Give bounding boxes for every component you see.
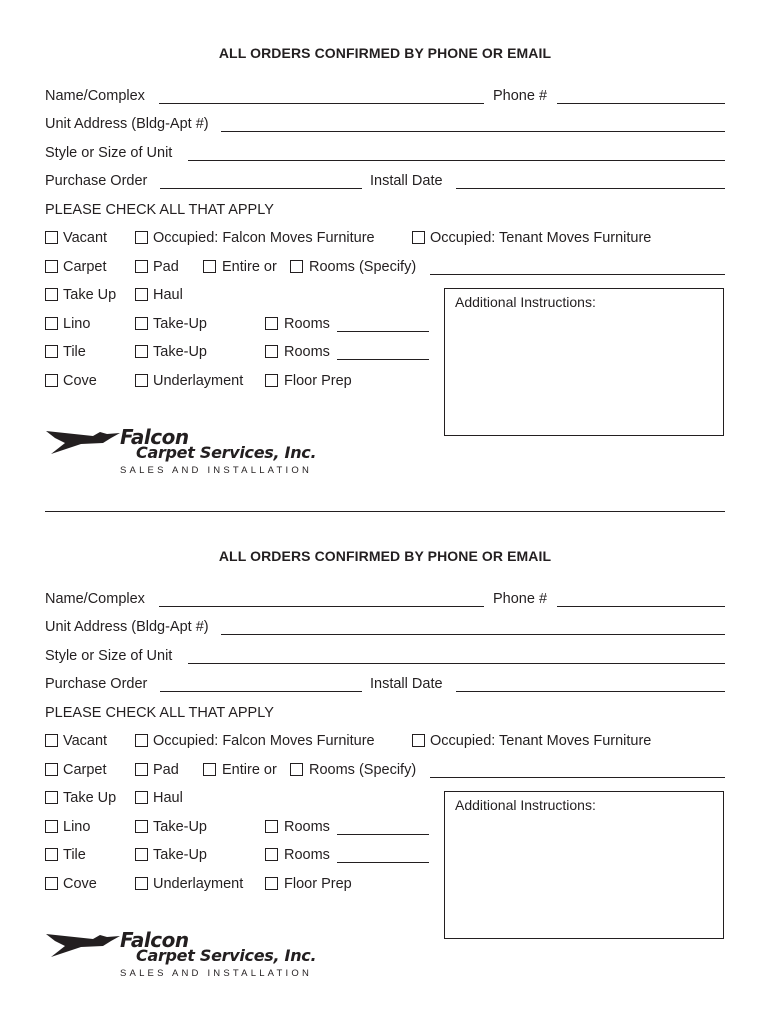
- tile-take-up-label: Take-Up: [153, 847, 207, 863]
- underlayment-label: Underlayment: [153, 373, 244, 389]
- floor-prep-label: Floor Prep: [284, 876, 352, 892]
- entire-checkbox[interactable]: [203, 260, 216, 273]
- rooms-specify-input[interactable]: [430, 777, 725, 778]
- carpet-label: Carpet: [63, 762, 107, 778]
- unit-address-input[interactable]: [221, 634, 725, 635]
- tile-checkbox[interactable]: [45, 848, 58, 861]
- form-heading: ALL ORDERS CONFIRMED BY PHONE OR EMAIL: [218, 45, 552, 61]
- underlayment-checkbox[interactable]: [135, 374, 148, 387]
- take-up-checkbox[interactable]: [45, 288, 58, 301]
- falcon-logo: [45, 425, 365, 485]
- additional-instructions-label: Additional Instructions:: [455, 797, 596, 813]
- install-date-label: Install Date: [370, 173, 443, 189]
- vacant-label: Vacant: [63, 733, 108, 749]
- logo-subtitle: Carpet Services, Inc.: [136, 946, 317, 965]
- check-all-label: PLEASE CHECK ALL THAT APPLY: [45, 202, 274, 218]
- style-size-input[interactable]: [188, 160, 725, 161]
- occupied-falcon-checkbox[interactable]: [135, 734, 148, 747]
- lino-rooms-input[interactable]: [337, 331, 429, 332]
- name-phone-row: [45, 87, 727, 107]
- underlayment-checkbox[interactable]: [135, 877, 148, 890]
- tile-checkbox[interactable]: [45, 345, 58, 358]
- check-all-row: [45, 704, 727, 724]
- pad-checkbox[interactable]: [135, 260, 148, 273]
- falcon-logo: [45, 928, 365, 988]
- style-size-input[interactable]: [188, 663, 725, 664]
- logo-tagline: SALES AND INSTALLATION: [120, 465, 313, 476]
- floor-prep-checkbox[interactable]: [265, 877, 278, 890]
- rooms-specify-label: Rooms (Specify): [309, 762, 417, 778]
- pad-checkbox[interactable]: [135, 763, 148, 776]
- occupied-tenant-label: Occupied: Tenant Moves Furniture: [430, 733, 652, 749]
- tile-label: Tile: [63, 847, 86, 863]
- occupied-falcon-label: Occupied: Falcon Moves Furniture: [153, 230, 375, 246]
- lino-take-up-label: Take-Up: [153, 316, 207, 332]
- floor-prep-label: Floor Prep: [284, 373, 352, 389]
- lino-rooms-checkbox[interactable]: [265, 317, 278, 330]
- install-date-input[interactable]: [456, 691, 725, 692]
- purchase-order-label: Purchase Order: [45, 173, 148, 189]
- logo-tagline: SALES AND INSTALLATION: [120, 968, 313, 979]
- haul-checkbox[interactable]: [135, 288, 148, 301]
- logo-subtitle: Carpet Services, Inc.: [136, 443, 317, 462]
- name-complex-label: Name/Complex: [45, 88, 145, 104]
- vacant-checkbox[interactable]: [45, 734, 58, 747]
- tile-rooms-checkbox[interactable]: [265, 345, 278, 358]
- tile-rooms-label: Rooms: [284, 847, 330, 863]
- lino-label: Lino: [63, 316, 91, 332]
- occupancy-row: [45, 229, 727, 249]
- lino-take-up-checkbox[interactable]: [135, 317, 148, 330]
- tile-take-up-checkbox[interactable]: [135, 345, 148, 358]
- form-heading: ALL ORDERS CONFIRMED BY PHONE OR EMAIL: [218, 548, 552, 564]
- order-form-bottom: [0, 503, 770, 1003]
- lino-rooms-label: Rooms: [284, 819, 330, 835]
- occupied-tenant-label: Occupied: Tenant Moves Furniture: [430, 230, 652, 246]
- carpet-label: Carpet: [63, 259, 107, 275]
- lino-rooms-label: Rooms: [284, 316, 330, 332]
- install-date-label: Install Date: [370, 676, 443, 692]
- unit-address-row: [45, 115, 727, 135]
- cove-checkbox[interactable]: [45, 374, 58, 387]
- phone-label: Phone #: [493, 88, 548, 104]
- style-size-row: [45, 144, 727, 164]
- haul-label: Haul: [153, 287, 183, 303]
- name-complex-input[interactable]: [159, 103, 484, 104]
- tile-rooms-input[interactable]: [337, 359, 429, 360]
- tile-take-up-checkbox[interactable]: [135, 848, 148, 861]
- purchase-order-input[interactable]: [160, 188, 362, 189]
- style-size-label: Style or Size of Unit: [45, 145, 173, 161]
- rooms-specify-checkbox[interactable]: [290, 763, 303, 776]
- name-complex-input[interactable]: [159, 606, 484, 607]
- check-all-label: PLEASE CHECK ALL THAT APPLY: [45, 705, 274, 721]
- tile-rooms-label: Rooms: [284, 344, 330, 360]
- phone-label: Phone #: [493, 591, 548, 607]
- po-install-row: [45, 172, 727, 192]
- additional-instructions-box[interactable]: [444, 288, 724, 436]
- take-up-label: Take Up: [63, 287, 117, 303]
- rooms-specify-input[interactable]: [430, 274, 725, 275]
- tile-rooms-checkbox[interactable]: [265, 848, 278, 861]
- occupied-tenant-checkbox[interactable]: [412, 231, 425, 244]
- lino-label: Lino: [63, 819, 91, 835]
- pad-label: Pad: [153, 259, 179, 275]
- additional-instructions-box[interactable]: [444, 791, 724, 939]
- rooms-specify-label: Rooms (Specify): [309, 259, 417, 275]
- style-size-row: [45, 647, 727, 667]
- occupied-falcon-label: Occupied: Falcon Moves Furniture: [153, 733, 375, 749]
- falcon-bird-icon: [45, 928, 125, 962]
- occupied-falcon-checkbox[interactable]: [135, 231, 148, 244]
- take-up-label: Take Up: [63, 790, 117, 806]
- take-up-checkbox[interactable]: [45, 791, 58, 804]
- vacant-checkbox[interactable]: [45, 231, 58, 244]
- cove-label: Cove: [63, 373, 97, 389]
- style-size-label: Style or Size of Unit: [45, 648, 173, 664]
- haul-checkbox[interactable]: [135, 791, 148, 804]
- lino-rooms-input[interactable]: [337, 834, 429, 835]
- tile-take-up-label: Take-Up: [153, 344, 207, 360]
- vacant-label: Vacant: [63, 230, 108, 246]
- lino-rooms-checkbox[interactable]: [265, 820, 278, 833]
- lino-checkbox[interactable]: [45, 317, 58, 330]
- falcon-bird-icon: [45, 425, 125, 459]
- purchase-order-label: Purchase Order: [45, 676, 148, 692]
- underlayment-label: Underlayment: [153, 876, 244, 892]
- name-complex-label: Name/Complex: [45, 591, 145, 607]
- pad-label: Pad: [153, 762, 179, 778]
- phone-input[interactable]: [557, 103, 725, 104]
- name-phone-row: [45, 590, 727, 610]
- carpet-checkbox[interactable]: [45, 763, 58, 776]
- entire-checkbox[interactable]: [203, 763, 216, 776]
- occupied-tenant-checkbox[interactable]: [412, 734, 425, 747]
- logo-name: Falcon: [120, 928, 189, 952]
- floor-prep-checkbox[interactable]: [265, 374, 278, 387]
- order-form-top: [0, 0, 770, 500]
- install-date-input[interactable]: [456, 188, 725, 189]
- lino-checkbox[interactable]: [45, 820, 58, 833]
- entire-or-label: Entire or: [222, 259, 277, 275]
- tile-label: Tile: [63, 344, 86, 360]
- carpet-checkbox[interactable]: [45, 260, 58, 273]
- unit-address-label: Unit Address (Bldg-Apt #): [45, 116, 209, 132]
- haul-label: Haul: [153, 790, 183, 806]
- lino-take-up-label: Take-Up: [153, 819, 207, 835]
- logo-name: Falcon: [120, 425, 189, 449]
- tile-rooms-input[interactable]: [337, 862, 429, 863]
- unit-address-row: [45, 618, 727, 638]
- unit-address-input[interactable]: [221, 131, 725, 132]
- carpet-row: [45, 761, 727, 781]
- unit-address-label: Unit Address (Bldg-Apt #): [45, 619, 209, 635]
- cove-label: Cove: [63, 876, 97, 892]
- lino-take-up-checkbox[interactable]: [135, 820, 148, 833]
- cove-checkbox[interactable]: [45, 877, 58, 890]
- purchase-order-input[interactable]: [160, 691, 362, 692]
- check-all-row: [45, 201, 727, 221]
- carpet-row: [45, 258, 727, 278]
- po-install-row: [45, 675, 727, 695]
- rooms-specify-checkbox[interactable]: [290, 260, 303, 273]
- entire-or-label: Entire or: [222, 762, 277, 778]
- additional-instructions-label: Additional Instructions:: [455, 294, 596, 310]
- occupancy-row: [45, 732, 727, 752]
- phone-input[interactable]: [557, 606, 725, 607]
